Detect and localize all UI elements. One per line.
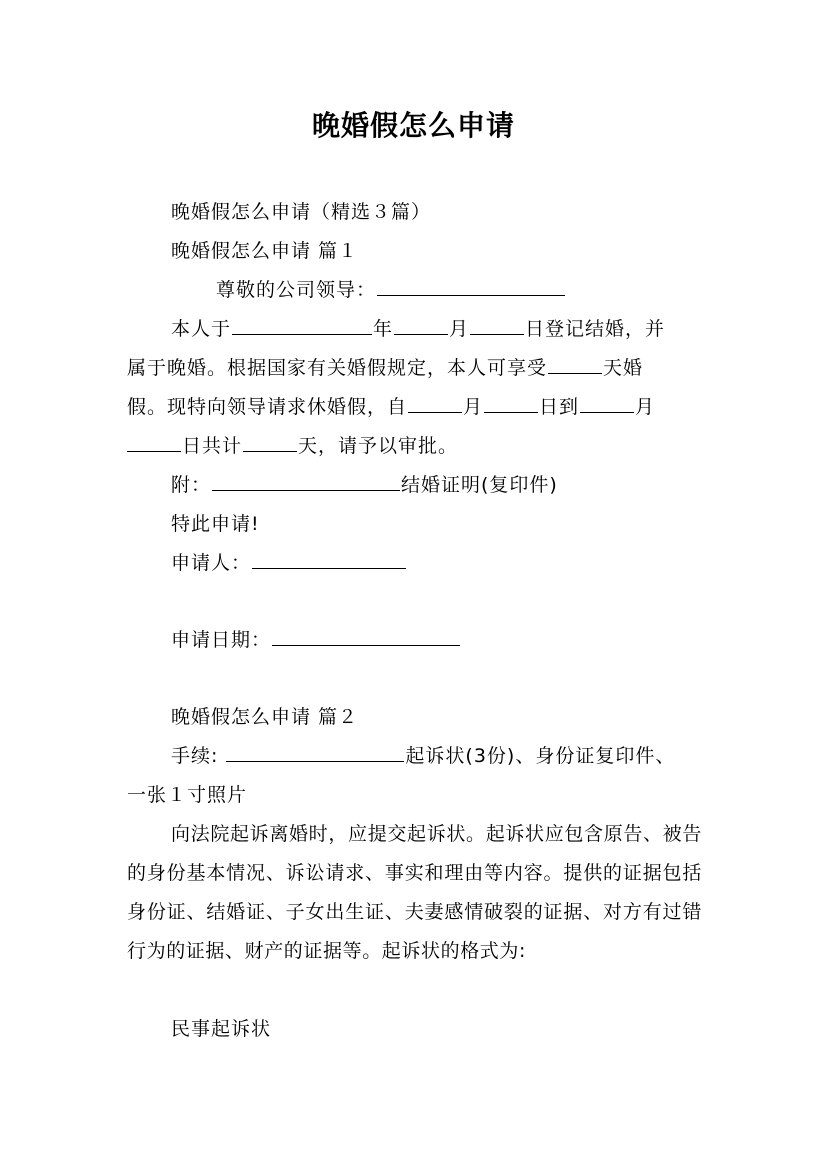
attachment-label: 附：	[171, 474, 212, 496]
para1-text-a: 本人于	[171, 318, 232, 340]
procedures-line	[171, 744, 675, 768]
salutation-text: 尊敬的公司领导：	[216, 279, 377, 301]
attachment-blank	[212, 473, 400, 491]
leader-blank	[377, 278, 565, 296]
to-day-blank	[127, 434, 181, 452]
procedures-text: 起诉状(3份)、身份证复印件、	[405, 745, 676, 767]
para1-line2-text-a: 属于晚婚。根据国家有关婚假规定，本人可享受	[127, 357, 548, 379]
para1-line4-text-b: 天，请予以审批。	[298, 435, 459, 457]
para1-line2	[127, 356, 643, 380]
from-day-blank	[484, 395, 538, 413]
date-label: 申请日期：	[171, 629, 272, 651]
divorce-paragraph: 向法院起诉离婚时，应提交起诉状。起诉状应包含原告、被告的身份基本情况、诉讼请求、事实和理由等内容。提供的证据包括身份证、结婚证、子女出生证、夫妻感情破裂的证据、对方有过错行为的证据、财产的证据等。起诉状的格式为:	[127, 823, 702, 962]
para1-line3-text-a: 假。现特向领导请求休婚假，自	[127, 396, 408, 418]
applicant-line	[171, 551, 407, 575]
procedures-line2: 一张１寸照片	[127, 784, 248, 806]
year-blank	[232, 317, 372, 335]
date-line	[171, 628, 461, 652]
para1-line2-text-b: 天婚	[603, 357, 644, 379]
salutation-line	[216, 278, 566, 302]
total-days-blank	[243, 434, 297, 452]
applicant-label: 申请人：	[171, 552, 252, 574]
month-blank	[394, 317, 448, 335]
part1-heading: 晚婚假怎么申请 篇１	[171, 240, 359, 262]
selected-heading: 晚婚假怎么申请（精选３篇）	[171, 201, 432, 223]
para1-text-c: 月	[449, 318, 470, 340]
part2-heading: 晚婚假怎么申请 篇２	[171, 706, 359, 728]
para1-line4	[127, 434, 458, 458]
para1-text-d: 日登记结婚，并	[525, 318, 666, 340]
document-title: 晚婚假怎么申请	[311, 109, 515, 142]
procedures-label: 手续:	[171, 745, 219, 767]
para1-line4-text-a: 日共计	[182, 435, 243, 457]
para1-text-b: 年	[373, 318, 394, 340]
to-month-blank	[580, 395, 634, 413]
para1-line3-text-b: 月	[463, 396, 484, 418]
date-blank	[272, 628, 460, 646]
complaint-subheading: 民事起诉状	[171, 1018, 272, 1040]
attachment-line	[171, 473, 558, 497]
para1-line3	[127, 395, 655, 419]
attachment-text: 结婚证明(复印件)	[401, 474, 558, 496]
applicant-blank	[252, 551, 406, 569]
para1-line1	[171, 317, 665, 341]
para1-line3-text-c: 日到	[539, 396, 580, 418]
para1-line3-text-d: 月	[635, 396, 656, 418]
procedures-blank	[226, 744, 404, 762]
days-blank	[548, 356, 602, 374]
closing-line: 特此申请!	[171, 513, 260, 535]
from-month-blank	[408, 395, 462, 413]
day-blank	[470, 317, 524, 335]
